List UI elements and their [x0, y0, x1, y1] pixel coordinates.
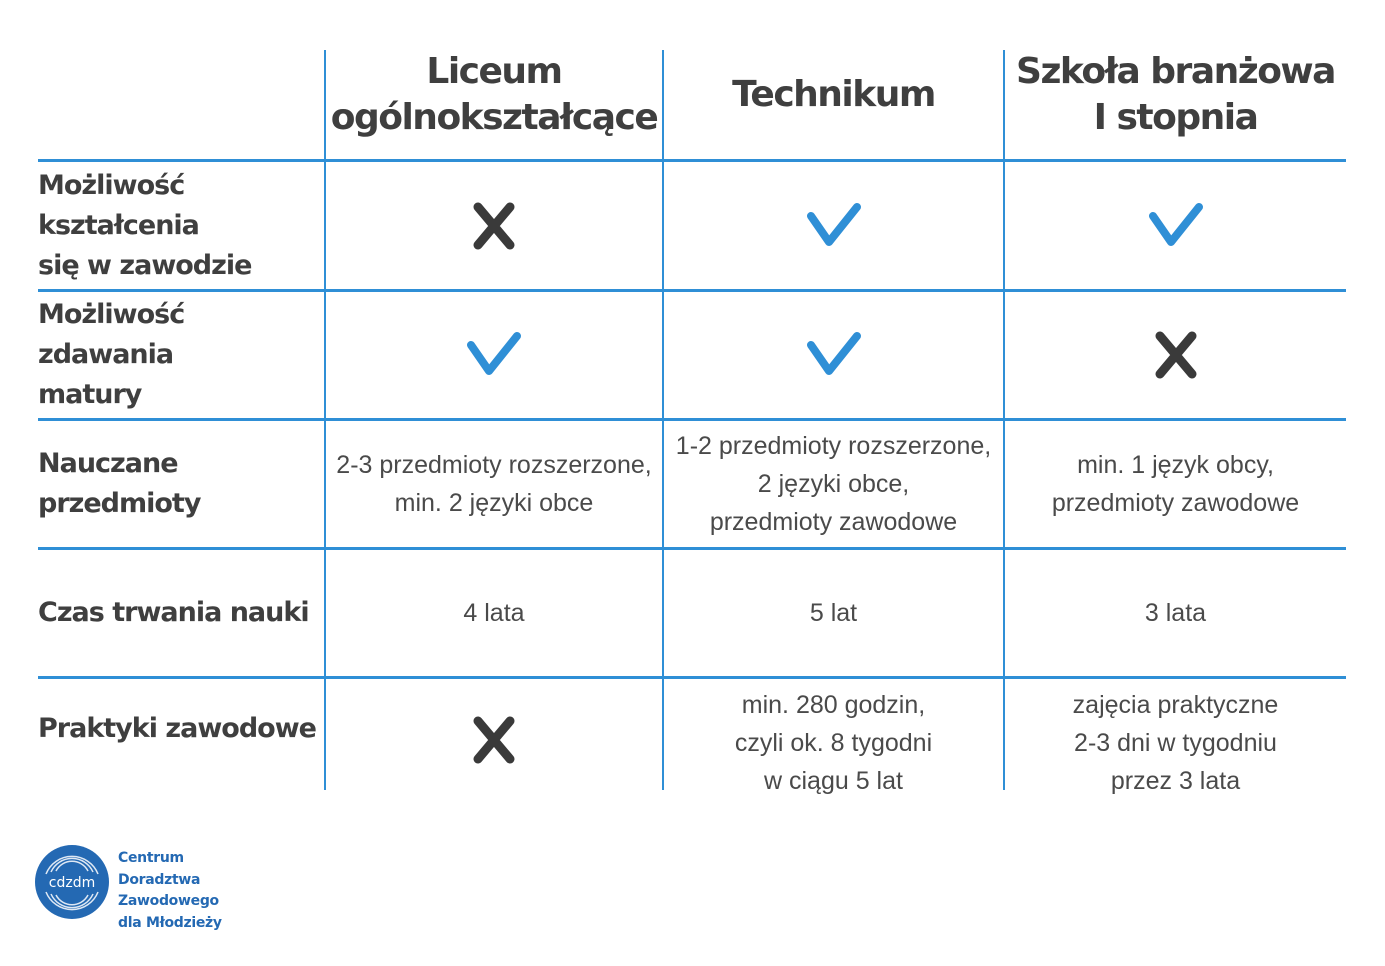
- check-icon: [806, 202, 862, 250]
- cell-liceum-praktyki: [326, 679, 662, 800]
- cell-branzowa-matura: [1005, 292, 1346, 418]
- logo-organization-name: Centrum Doradztwa Zawodowego dla Młodzieży: [118, 850, 222, 931]
- cell-liceum-przedmioty: 2-3 przedmioty rozszerzone, min. 2 języki obce: [336, 451, 652, 517]
- cross-icon: [1154, 330, 1198, 380]
- cell-liceum-ksztalcenie: [326, 162, 662, 289]
- cell-branzowa-praktyki: zajęcia praktyczne 2-3 dni w tygodniu przez 3 lata: [1072, 690, 1279, 795]
- cell-branzowa-czas: 3 lata: [1144, 599, 1207, 627]
- logo-mark-text: cdzdm: [48, 875, 96, 891]
- column-header-szkola-branzowa: Szkoła branżowa I stopnia: [1016, 51, 1335, 138]
- cell-branzowa-ksztalcenie: [1005, 162, 1346, 289]
- check-icon: [1148, 202, 1204, 250]
- cell-liceum-matura: [326, 292, 662, 418]
- cross-icon: [472, 715, 516, 765]
- check-icon: [806, 331, 862, 379]
- cell-technikum-czas: 5 lat: [809, 599, 858, 627]
- check-icon: [466, 331, 522, 379]
- cell-liceum-czas: 4 lata: [463, 599, 525, 627]
- cell-technikum-matura: [664, 292, 1003, 418]
- column-header-liceum: Liceum ogólnokształcące: [330, 51, 658, 138]
- row-label-praktyki: Praktyki zawodowe: [38, 713, 316, 744]
- cross-icon: [472, 201, 516, 251]
- cdzdm-logo: [34, 844, 110, 920]
- row-label-ksztalcenie: Możliwość kształcenia się w zawodzie: [38, 169, 252, 281]
- cell-branzowa-przedmioty: min. 1 język obcy, przedmioty zawodowe: [1051, 451, 1300, 517]
- column-header-technikum: Technikum: [732, 74, 935, 115]
- row-label-czas-trwania: Czas trwania nauki: [38, 597, 309, 628]
- row-label-przedmioty: Nauczane przedmioty: [38, 448, 201, 519]
- cell-technikum-ksztalcenie: [664, 162, 1003, 289]
- cell-technikum-przedmioty: 1-2 przedmioty rozszerzone, 2 języki obce, przedmioty zawodowe: [675, 432, 992, 536]
- row-label-matura: Możliwość zdawania matury: [38, 299, 185, 410]
- cell-technikum-praktyki: min. 280 godzin, czyli ok. 8 tygodni w ciągu 5 lat: [734, 690, 933, 795]
